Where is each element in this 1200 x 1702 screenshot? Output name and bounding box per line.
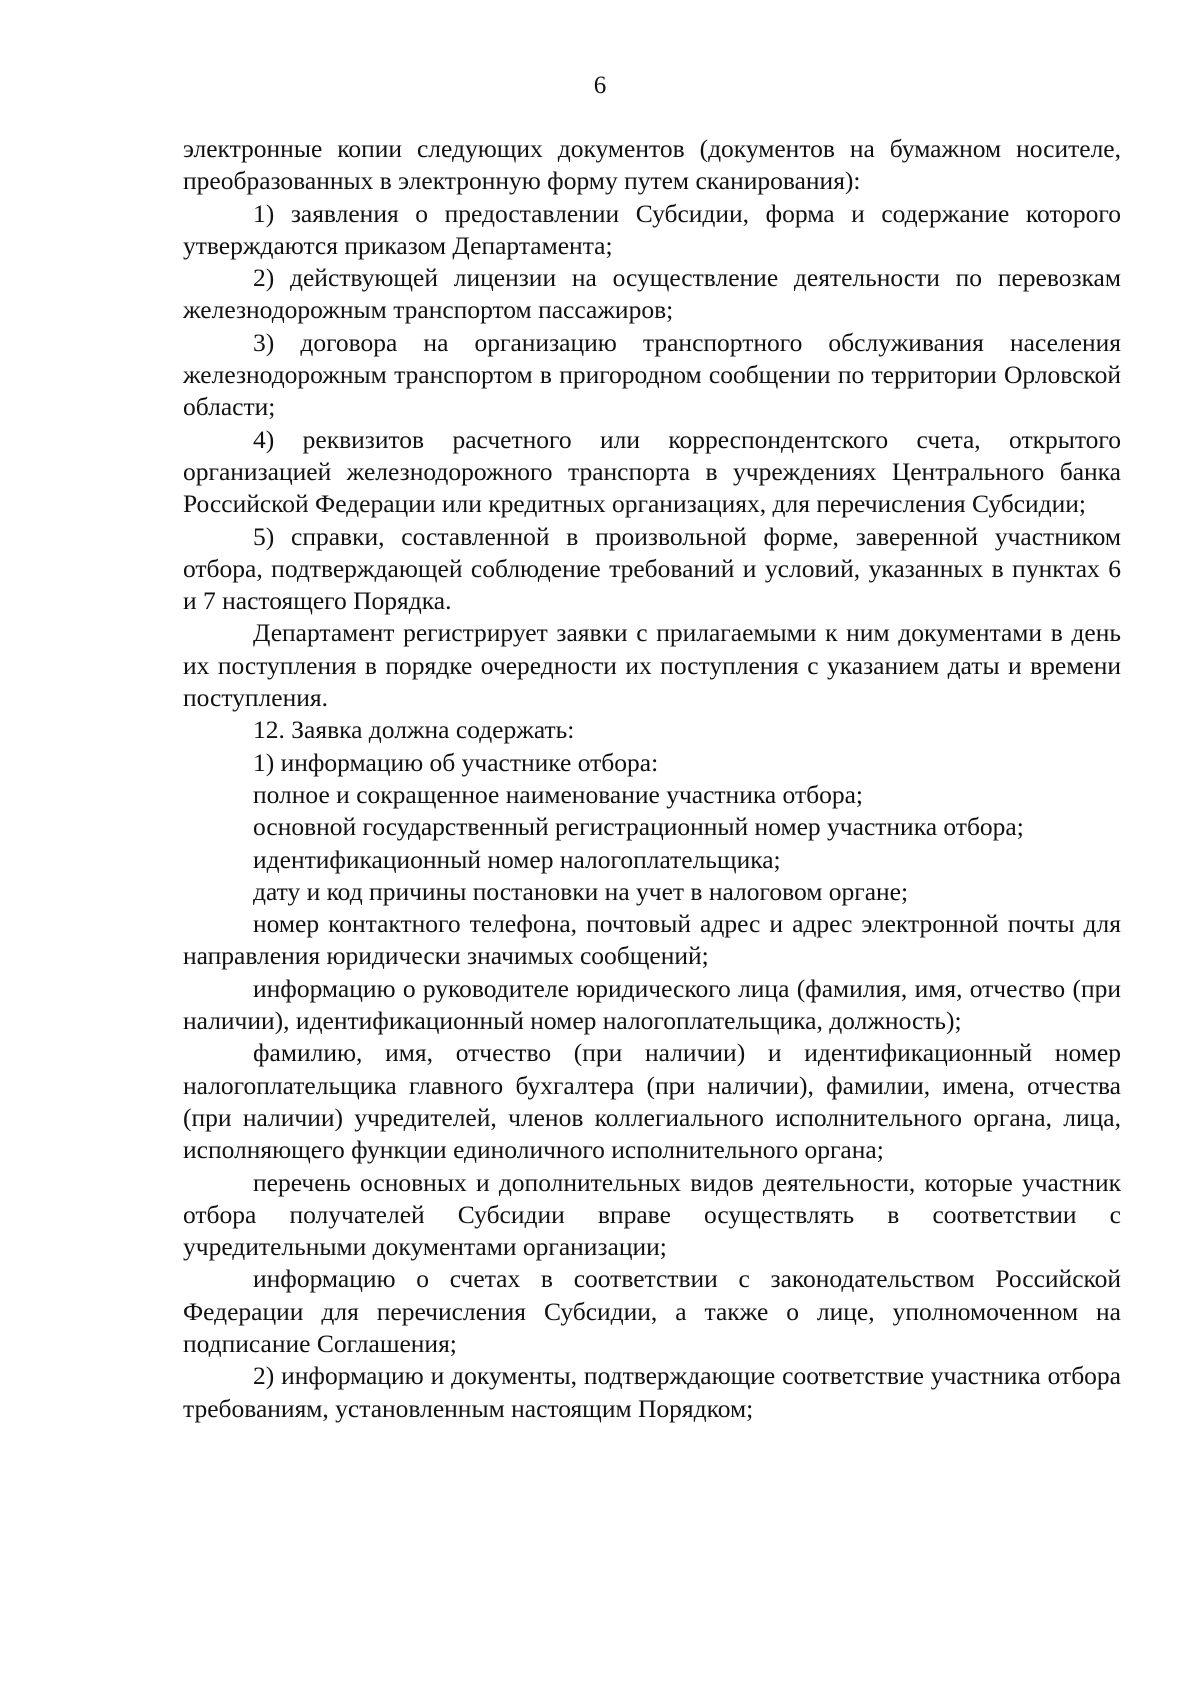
paragraph-accountant: фамилию, имя, отчество (при наличии) и идентификационный номер налогоплательщика главного бухгалтера (при наличии), фамилии, имена, отчества (при наличии) учредителей, членов коллегиального исполнительного органа, лица, исполняющего функции единоличного исполнительного органа;	[183, 1038, 1121, 1165]
list-item-requirements: 2) информацию и документы, подтверждающие соответствие участника отбора требованиям, установленным настоящим Порядком;	[183, 1361, 1121, 1423]
paragraph-director: информацию о руководителе юридического лица (фамилия, имя, отчество (при наличии), идентификационный номер налогоплательщика, должность);	[183, 973, 1121, 1036]
paragraph-registration: Департамент регистрирует заявки с прилагаемыми к ним документами в день их поступления в порядке очередности их поступления с указанием даты и времени поступления.	[183, 618, 1121, 713]
paragraph-kpp: дату и код причины постановки на учет в налоговом органе;	[253, 876, 909, 906]
list-item-application: 1) заявления о предоставлении Субсидии, форма и содержание которого утверждаются приказом Департамента;	[183, 198, 1121, 260]
paragraph-inn: идентификационный номер налогоплательщика;	[253, 844, 781, 874]
list-item-contract: 3) договора на организацию транспортного обслуживания населения железнодорожным транспортом в пригородном сообщении по территории Орловской области;	[183, 327, 1121, 422]
list-item-participant-info: 1) информацию об участнике отбора:	[253, 747, 659, 777]
paragraph-intro: электронные копии следующих документов (документов на бумажном носителе, преобразованных в электронную форму путем сканирования):	[183, 134, 1121, 196]
list-item-license: 2) действующей лицензии на осуществление деятельности по перевозкам железнодорожным транспортом пассажиров;	[183, 263, 1121, 325]
paragraph-ogrn: основной государственный регистрационный номер участника отбора;	[253, 812, 1024, 842]
paragraph-activities: перечень основных и дополнительных видов деятельности, которые участник отбора получателей Субсидии вправе осуществлять в соответствии с учредительными документами организации;	[183, 1167, 1121, 1262]
list-item-bank-details: 4) реквизитов расчетного или корреспондентского счета, открытого организацией железнодорожного транспорта в учреждениях Центрального банка Российской Федерации или кредитных организациях, для перечисления Субсидии;	[183, 424, 1121, 519]
document-body	[183, 133, 1121, 1425]
page-number: 6	[593, 72, 607, 99]
paragraph-accounts: информацию о счетах в соответствии с законодательством Российской Федерации для перечисления Субсидии, а также о лице, уполномоченном на подписание Соглашения;	[183, 1264, 1121, 1358]
list-item-certificate: 5) справки, составленной в произвольной форме, заверенной участником отбора, подтверждающей соблюдение требований и условий, указанных в пунктах 6 и 7 настоящего Порядка.	[183, 521, 1121, 616]
paragraph-name: полное и сокращенное наименование участника отбора;	[253, 779, 863, 809]
paragraph-contacts: номер контактного телефона, почтовый адрес и адрес электронной почты для направления юридически значимых сообщений;	[183, 909, 1121, 971]
section-heading-12: 12. Заявка должна содержать:	[253, 715, 575, 745]
